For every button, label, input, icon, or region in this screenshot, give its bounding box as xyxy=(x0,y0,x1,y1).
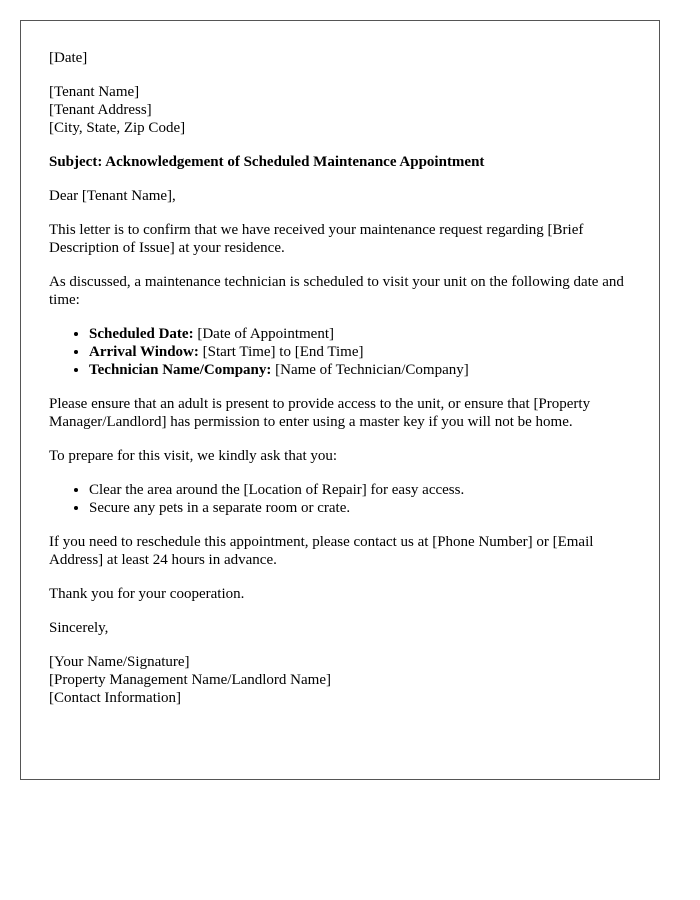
list-item: • Secure any pets in a separate room or crate. xyxy=(89,499,631,517)
preparation-list xyxy=(49,481,631,517)
intro-paragraph: This letter is to confirm that we have received your maintenance request regarding [Brief Description of Issue] at your residence. xyxy=(49,222,584,256)
letter-date: [Date] xyxy=(49,50,88,66)
prepare-paragraph: To prepare for this visit, we kindly ask that you: xyxy=(49,448,338,464)
letter-subject: Subject: Acknowledgement of Scheduled Maintenance Appointment xyxy=(49,154,485,170)
salutation: Dear [Tenant Name], xyxy=(49,188,176,204)
recipient-address-block xyxy=(49,83,631,137)
recipient-name: [Tenant Name] xyxy=(49,84,140,100)
signature-block xyxy=(49,653,631,707)
detail-label: Technician Name/Company: xyxy=(89,362,272,378)
detail-value: [Start Time] to [End Time] xyxy=(198,344,364,360)
thanks-paragraph: Thank you for your cooperation. xyxy=(49,586,245,602)
list-item xyxy=(89,325,631,343)
recipient-city-state-zip: [City, State, Zip Code] xyxy=(49,120,186,136)
appointment-details-list xyxy=(49,325,631,379)
list-item: • Clear the area around the [Location of Repair] for easy access. xyxy=(89,481,631,499)
list-item xyxy=(89,343,631,361)
access-paragraph: Please ensure that an adult is present to provide access to the unit, or ensure that [Property Manager/Landlord] has permission to enter using a master key if you will not be home. xyxy=(49,396,591,430)
closing: Sincerely, xyxy=(49,620,109,636)
detail-value: [Date of Appointment] xyxy=(193,326,334,342)
schedule-intro-paragraph: As discussed, a maintenance technician is scheduled to visit your unit on the following date and time: xyxy=(49,274,624,308)
list-item xyxy=(89,361,631,379)
detail-label: Arrival Window: xyxy=(89,344,199,360)
signature-contact: [Contact Information] xyxy=(49,690,182,706)
signature-organization: [Property Management Name/Landlord Name] xyxy=(49,672,331,688)
signature-name: [Your Name/Signature] xyxy=(49,654,190,670)
detail-label: Scheduled Date: xyxy=(89,326,194,342)
recipient-address: [Tenant Address] xyxy=(49,102,152,118)
detail-value: [Name of Technician/Company] xyxy=(271,362,469,378)
letter-page xyxy=(20,20,660,780)
reschedule-paragraph: If you need to reschedule this appointment, please contact us at [Phone Number] or [Email Address] at least 24 hours in advance. xyxy=(49,534,594,568)
